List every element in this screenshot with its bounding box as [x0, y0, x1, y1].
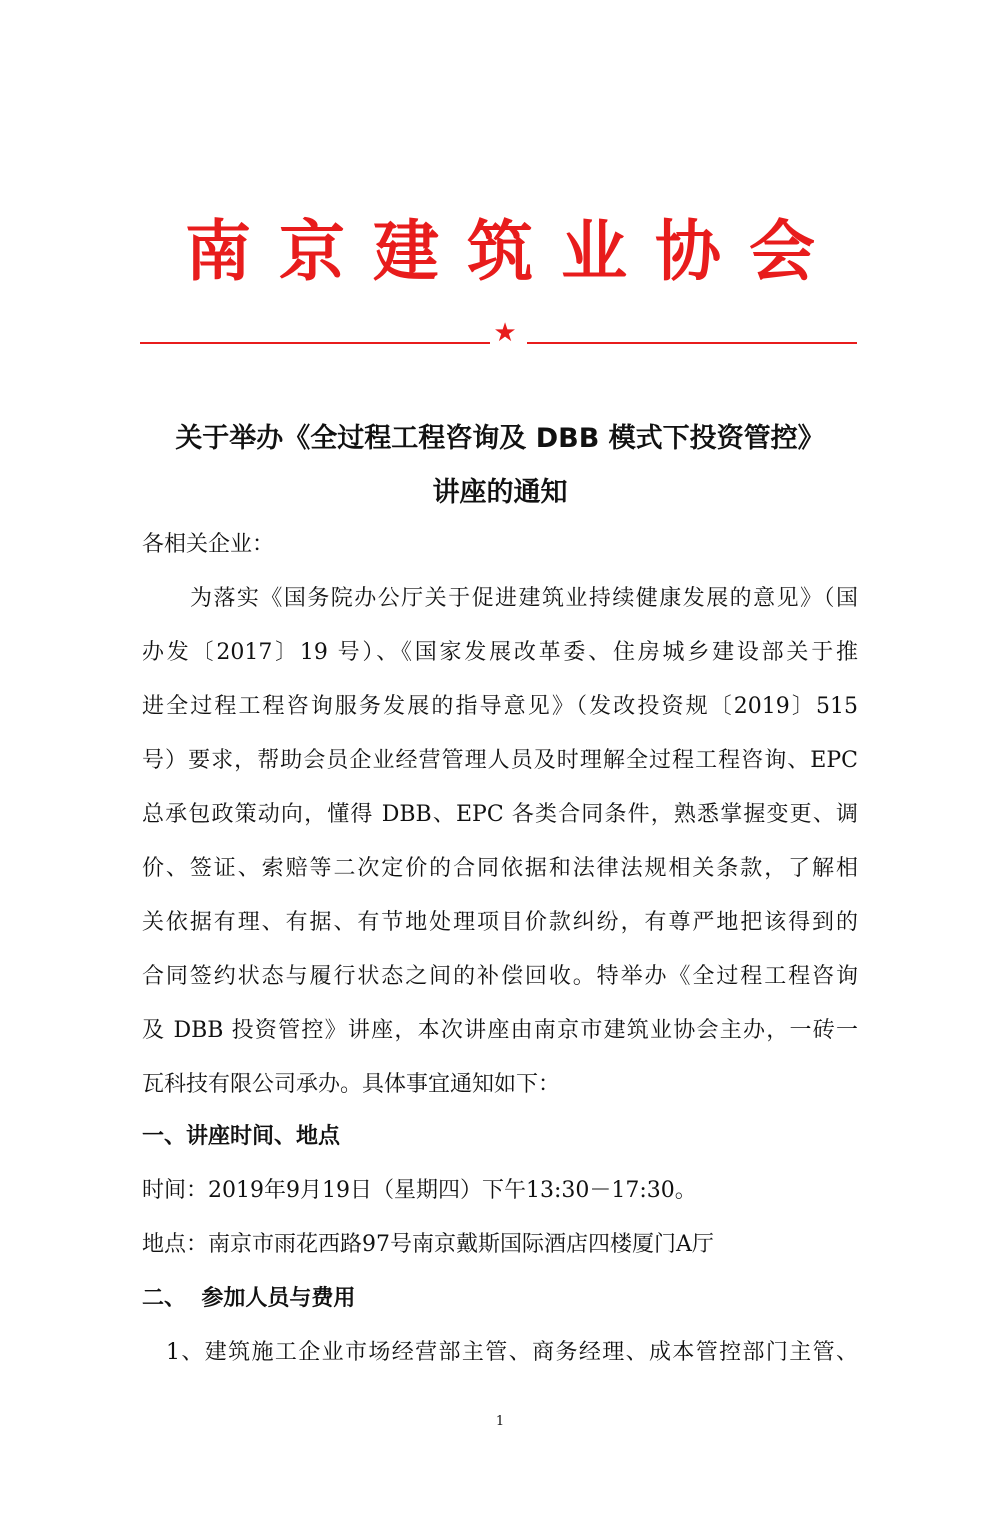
section-1-place: 地点：南京市雨花西路97号南京戴斯国际酒店四楼厦门A厅 — [142, 1232, 714, 1257]
body-line: 办发〔2017〕19 号）、《国家发展改革委、住房城乡建设部关于推 — [142, 640, 858, 665]
page-number: 1 — [495, 1414, 505, 1429]
body-line: 瓦科技有限公司承办。具体事宜通知如下： — [142, 1072, 561, 1097]
body-line: 进全过程工程咨询服务发展的指导意见》（发改投资规〔2019〕515 — [142, 694, 858, 719]
body-line: 号）要求，帮助会员企业经营管理人员及时理解全过程工程咨询、EPC — [142, 748, 858, 773]
body-line: 为落实《国务院办公厅关于促进建筑业持续健康发展的意见》（国 — [190, 586, 858, 611]
section-1-heading: 一、讲座时间、地点 — [142, 1124, 341, 1149]
section-1-time: 时间：2019年9月19日（星期四）下午13:30－17:30。 — [142, 1178, 697, 1203]
star-icon: ★ — [493, 318, 517, 348]
body-line: 总承包政策动向，懂得 DBB、EPC 各类合同条件，熟悉掌握变更、调 — [142, 802, 858, 827]
body-line: 价、签证、索赔等二次定价的合同依据和法律法规相关条款，了解相 — [142, 856, 858, 881]
section-2-heading: 二、 参加人员与费用 — [142, 1286, 356, 1311]
salutation: 各相关企业： — [142, 532, 275, 557]
body-line: 合同签约状态与履行状态之间的补偿回收。特举办《全过程工程咨询 — [142, 964, 858, 989]
notice-title-line-2: 讲座的通知 — [432, 477, 568, 508]
body-line: 及 DBB 投资管控》讲座，本次讲座由南京市建筑业协会主办，一砖一 — [142, 1018, 858, 1043]
letterhead-org-name: 南京建筑业协会 — [185, 213, 843, 290]
notice-title-line-1: 关于举办《全过程工程咨询及 DBB 模式下投资管控》 — [175, 423, 825, 454]
letterhead-rule-left — [140, 342, 490, 344]
body-line: 关依据有理、有据、有节地处理项目价款纠纷，有尊严地把该得到的 — [142, 910, 858, 935]
letterhead-rule-right — [527, 342, 857, 344]
section-2-item-1: 1、建筑施工企业市场经营部主管、商务经理、成本管控部门主管、 — [166, 1340, 858, 1365]
